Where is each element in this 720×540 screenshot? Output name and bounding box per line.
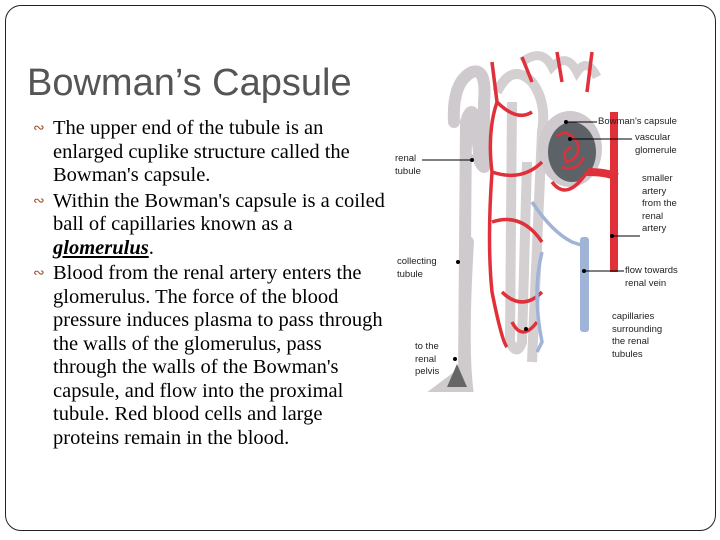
slide-body (33, 117, 385, 452)
bullet-text: The upper end of the tubule is an enlarged cuplike structure called the Bowman's capsule. (53, 117, 350, 186)
bullet-text-end: . (148, 236, 154, 259)
bullet-text: Within the Bowman's capsule is a coiled ball of capillaries known as a (53, 189, 385, 235)
tubule-loop (465, 143, 479, 157)
label-renal-tubule: renal tubule (395, 153, 421, 177)
bullet-icon: ∾ (33, 120, 45, 136)
bullet-text: Blood from the renal artery enters the glomerulus. The force of the blood pressure induces plasma to pass through the walls of the glomerulus, pass through the walls of the Bowman's capsule, and flow into the proximal tubule. Red blood cells and large proteins remain in the blood. (53, 262, 383, 449)
bullet-item (33, 262, 385, 450)
slide-title: Bowman’s Capsule (27, 62, 352, 104)
bullet-item (33, 117, 385, 188)
renal-vein (580, 237, 589, 332)
bullet-icon: ∾ (33, 192, 45, 209)
bullet-icon: ∾ (33, 265, 45, 281)
label-vascular-glomerule: vascular glomerule (635, 132, 677, 156)
label-renal-pelvis: to the renal pelvis (415, 341, 440, 377)
glomerulus-term: glomerulus (53, 236, 149, 259)
nephron-diagram (392, 42, 692, 392)
label-collecting-tubule: collecting tubule (397, 256, 437, 280)
label-flow-renal-vein: flow towards renal vein (625, 265, 678, 289)
collecting-tubule-shape (444, 71, 485, 387)
bullet-item (33, 190, 385, 261)
label-smaller-artery: smaller artery from the renal artery (642, 173, 677, 234)
label-bowmans-capsule: Bowman's capsule (598, 116, 677, 127)
label-capillaries: capillaries surrounding the renal tubules (612, 311, 663, 360)
